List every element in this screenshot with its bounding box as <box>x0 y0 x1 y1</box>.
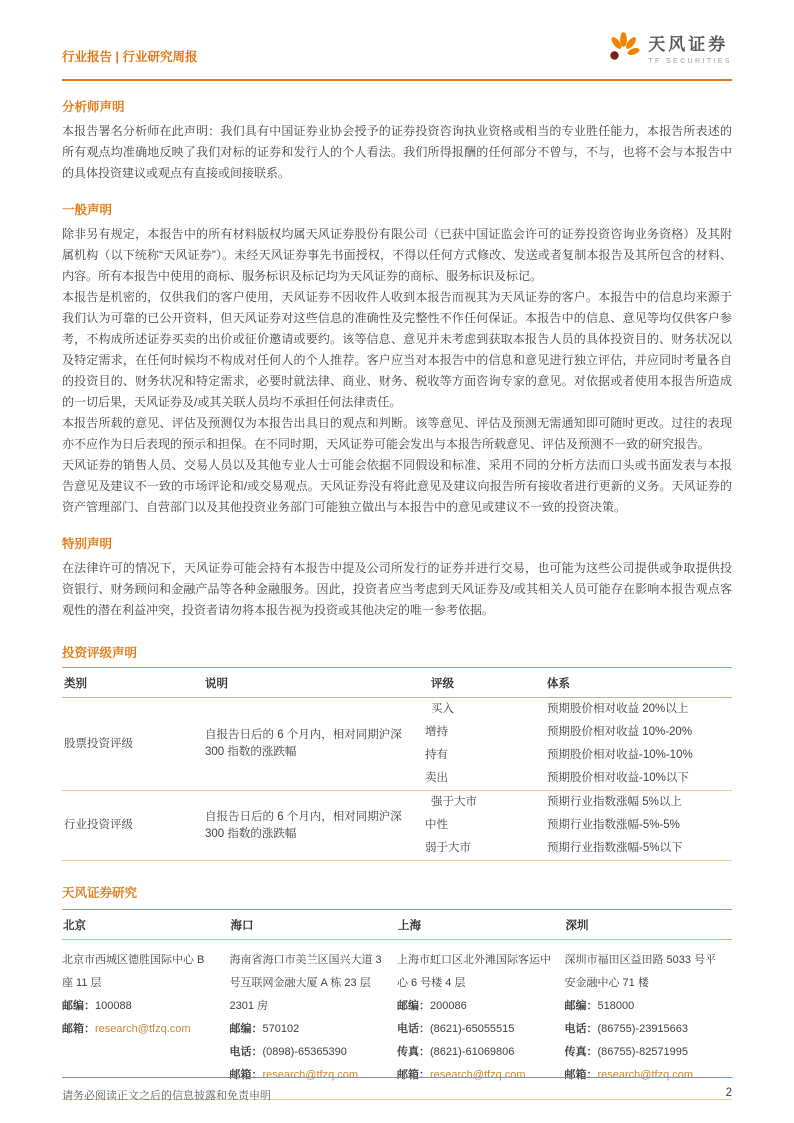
email-link[interactable]: research@tfzq.com <box>597 1069 694 1081</box>
office-address: 深圳市福田区益田路 5033 号平安金融中心 71 楼 <box>564 954 717 989</box>
field-value: 100088 <box>95 1000 132 1012</box>
rating-col-system: 体系 <box>539 668 732 698</box>
field-label: 传真： <box>564 1046 598 1058</box>
section-general-statement <box>62 200 732 518</box>
paragraph: 除非另有规定，本报告中的所有材料版权均属天风证券股份有限公司（已获中国证监会许可的证券投资咨询业务资格）及其附属机构（以下统称“天风证券”）。未经天风证券事先书面授权，不得以任何方式修改、发送或者复制本报告及其所包含的材料、内容。所有本报告中使用的商标、服务标识及标记均为天风证券的商标、服务标识及标记。 <box>62 227 732 283</box>
email-link[interactable]: research@tfzq.com <box>430 1069 526 1081</box>
rating-cell: 中性 <box>425 819 448 831</box>
section-research-offices <box>62 883 732 1100</box>
offices-header-row <box>62 909 732 940</box>
section-title: 一般声明 <box>62 203 113 217</box>
paragraph: 本报告是机密的，仅供我们的客户使用，天风证券不因收件人收到本报告而视其为天风证券的客户。本报告中的信息均来源于我们认为可靠的已公开资料，但天风证券对这些信息的准确性及完整性不作任何保证。本报告中的信息、意见等均仅供客户参考，不构成所述证券买卖的出价或征价邀请或要约。该等信息、意见并未考虑到获取本报告人员的具体投资目的、财务状况以及特定需求，在任何时候均不构成对任何人的个人推荐。客户应当对本报告中的信息和意见进行独立评估，并应同时考量各自的投资目的、财务状况和特定需求，必要时就法律、商业、财务、税收等方面咨询专家的意见。对依据或者使用本报告所造成的一切后果，天风证券及/或其关联人员均不承担任何法律责任。 <box>62 290 732 409</box>
section-special-statement <box>62 534 732 621</box>
office-shenzhen <box>565 949 733 1087</box>
doc-header <box>62 30 732 81</box>
field-label: 邮箱： <box>397 1069 430 1081</box>
brand-name: 天风证券 <box>648 35 729 55</box>
office-address: 上海市虹口区北外滩国际客运中心 6 号楼 4 层 <box>397 954 551 989</box>
field-value: 518000 <box>597 1000 635 1012</box>
field-value: (86755)-23915663 <box>597 1023 689 1035</box>
system-cell: 预期股价相对收益-10%-10% <box>547 749 693 761</box>
rating-col-description: 说明 <box>197 668 423 698</box>
office-beijing <box>62 949 230 1087</box>
field-label: 电话： <box>229 1046 263 1058</box>
email-link[interactable]: research@tfzq.com <box>262 1069 359 1081</box>
tf-logo <box>605 30 732 71</box>
field-label: 邮箱： <box>62 1023 95 1035</box>
office-fax <box>565 1041 720 1064</box>
office-postcode <box>397 995 552 1018</box>
rating-cell: 卖出 <box>423 767 539 791</box>
office-postcode <box>565 995 720 1018</box>
field-value: (8621)-65055515 <box>430 1023 515 1035</box>
system-cell: 预期股价相对收益 20%以上 <box>547 703 689 715</box>
field-label: 邮编： <box>62 1000 95 1012</box>
section-analyst-statement <box>62 97 732 184</box>
field-value: (8621)-61069806 <box>430 1046 515 1058</box>
field-label: 邮编： <box>229 1023 263 1035</box>
rating-category-cell: 股票投资评级 <box>62 698 197 791</box>
field-label: 电话： <box>397 1023 430 1035</box>
office-email <box>62 1018 217 1041</box>
rating-description-cell: 自报告日后的 6 个月内，相对同期沪深 300 指数的涨跌幅 <box>197 791 423 861</box>
office-fax <box>397 1041 552 1064</box>
tf-flower-icon <box>605 30 641 71</box>
system-cell: 预期行业指数涨幅-5%-5% <box>547 819 680 831</box>
office-city-haikou: 海口 <box>230 920 254 932</box>
rating-table <box>62 667 732 861</box>
paragraph: 天风证券的销售人员、交易人员以及其他专业人士可能会依据不同假设和标准、采用不同的分析方法而口头或书面发表与本报告意见及建议不一致的市场评论和/或交易观点。天风证券没有将此意见及建议向报告所有接收者进行更新的义务。天风证券的资产管理部门、自营部门以及其他投资业务部门可能独立做出与本报告中的意见或建议不一致的投资决策。 <box>62 458 732 514</box>
office-city-shenzhen: 深圳 <box>565 920 589 932</box>
rating-cell: 强于大市 <box>431 796 477 808</box>
office-address: 北京市西城区德胜国际中心 B 座 11 层 <box>62 954 205 989</box>
section-title: 特别声明 <box>62 537 113 551</box>
system-cell: 预期股价相对收益-10%以下 <box>539 767 732 791</box>
paragraph: 在法律许可的情况下，天风证券可能会持有本报告中提及公司所发行的证券并进行交易，也可能为这些公司提供或争取提供投资银行、财务顾问和金融产品等各种金融服务。因此，投资者应当考虑到天风证券及/或其相关人员可能存在影响本报告观点客观性的潜在利益冲突，投资者请勿将本报告视为投资或其他决定的唯一参考依据。 <box>62 561 732 617</box>
paragraph: 本报告所载的意见、评估及预测仅为本报告出具日的观点和判断。该等意见、评估及预测无需通知即可随时更改。过往的表现亦不应作为日后表现的预示和担保。在不同时期，天风证券可能会发出与本报告所载意见、评估及预测不一致的研究报告。 <box>62 416 732 451</box>
office-haikou <box>230 949 398 1087</box>
rating-cell: 买入 <box>431 703 454 715</box>
rating-description-cell: 自报告日后的 6 个月内，相对同期沪深 300 指数的涨跌幅 <box>197 698 423 791</box>
section-title: 投资评级声明 <box>62 646 138 660</box>
office-postcode <box>62 995 217 1018</box>
system-cell: 预期行业指数涨幅 5%以上 <box>547 796 682 808</box>
rating-header-row <box>62 668 732 698</box>
field-value: 200086 <box>430 1000 467 1012</box>
field-label: 邮箱： <box>564 1069 598 1081</box>
office-shanghai <box>397 949 565 1087</box>
office-city-beijing: 北京 <box>63 920 86 932</box>
office-phone <box>230 1041 385 1064</box>
field-value: 570102 <box>262 1023 300 1035</box>
page-number: 2 <box>725 1087 732 1099</box>
doc-footer <box>62 1077 732 1103</box>
section-title: 分析师声明 <box>62 100 125 114</box>
rating-cell: 弱于大市 <box>423 837 539 861</box>
field-label: 传真： <box>397 1046 430 1058</box>
system-cell: 预期行业指数涨幅-5%以下 <box>539 837 732 861</box>
offices-body <box>62 940 732 1100</box>
field-label: 邮箱： <box>229 1069 263 1081</box>
field-value: (0898)-65365390 <box>262 1046 347 1058</box>
field-label: 邮编： <box>397 1000 430 1012</box>
office-address: 海南省海口市美兰区国兴大道 3 号互联网金融大厦 A 栋 23 层 2301 房 <box>229 954 382 1012</box>
field-label: 电话： <box>564 1023 598 1035</box>
rating-col-rating: 评级 <box>423 668 539 698</box>
field-label: 邮编： <box>564 1000 598 1012</box>
system-cell: 预期股价相对收益 10%-20% <box>547 726 693 738</box>
brand-subtitle: TF SECURITIES <box>648 57 732 65</box>
office-phone <box>565 1018 720 1041</box>
email-link[interactable]: research@tfzq.com <box>95 1023 191 1035</box>
section-rating-statement <box>62 643 732 861</box>
field-value: (86755)-82571995 <box>597 1046 689 1058</box>
rating-cell: 持有 <box>425 749 448 761</box>
office-city-shanghai: 上海 <box>398 920 421 932</box>
rating-col-category: 类别 <box>62 668 197 698</box>
brand-text <box>648 36 732 65</box>
footer-disclaimer: 请务必阅读正文之后的信息披露和免责申明 <box>62 1090 271 1102</box>
office-phone <box>397 1018 552 1041</box>
paragraph: 本报告署名分析师在此声明：我们具有中国证券业协会授予的证券投资咨询执业资格或相当的专业胜任能力，本报告所表述的所有观点均准确地反映了我们对标的证券和发行人的个人看法。我们所得报酬的任何部分不曾与，不与，也将不会与本报告中的具体投资建议或观点有直接或间接联系。 <box>62 124 732 180</box>
rating-cell: 增持 <box>425 726 448 738</box>
rating-row <box>62 791 732 815</box>
breadcrumb: 行业报告 | 行业研究周报 <box>62 50 198 64</box>
section-title: 天风证券研究 <box>62 886 138 900</box>
office-postcode <box>230 1018 385 1041</box>
rating-category-cell: 行业投资评级 <box>62 791 197 861</box>
rating-row <box>62 698 732 722</box>
